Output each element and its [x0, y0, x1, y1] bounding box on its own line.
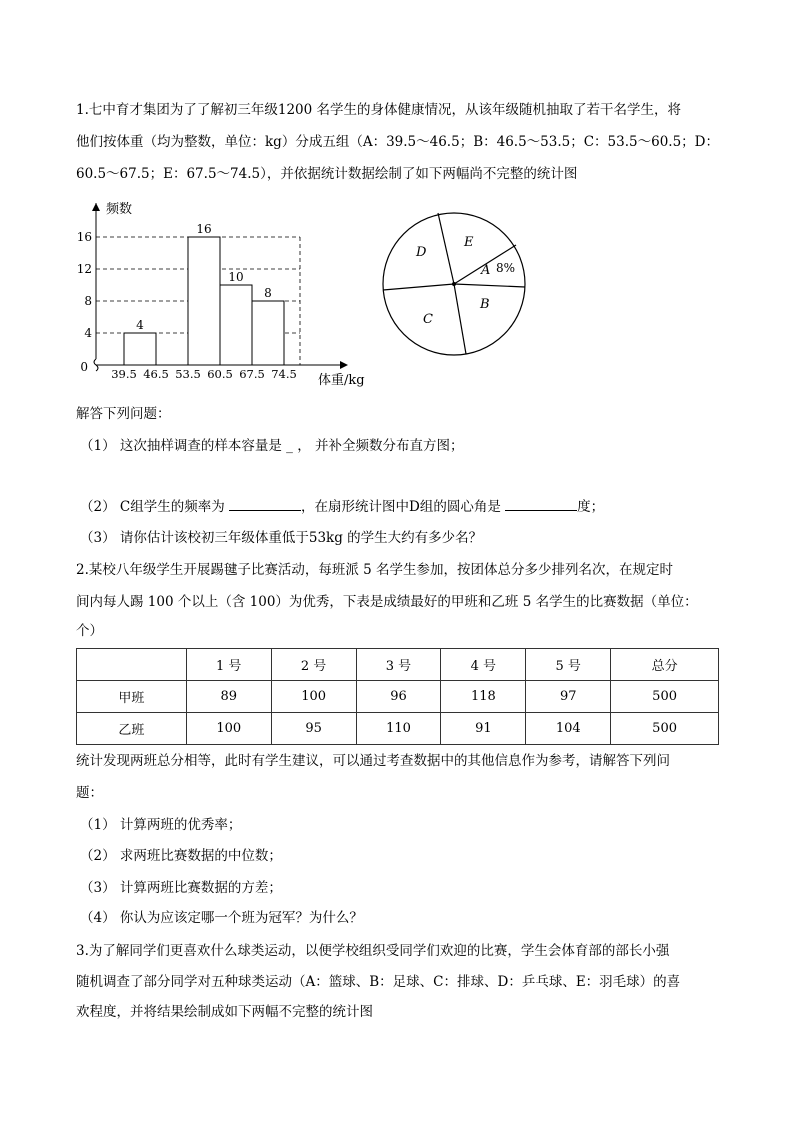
- q1-sub-3: （3） 请你估计该校初三年级体重低于53kg 的学生大约有多少名？: [80, 530, 483, 546]
- x-tick-label: 46.5: [143, 367, 169, 381]
- y-tick-label: 8: [84, 294, 92, 308]
- q3-line-3: 欢程度，并将结果绘制成如下两幅不完整的统计图: [76, 1004, 373, 1020]
- y-tick-label: 12: [76, 262, 92, 276]
- table-cell: 100: [271, 681, 356, 713]
- q2-sub-3: （3） 计算两班比赛数据的方差；: [80, 880, 282, 896]
- y-axis-title: 频数: [106, 202, 133, 217]
- pie-label-e: E: [464, 235, 474, 250]
- pie-center-dot: [452, 282, 456, 286]
- histogram-bar: [188, 237, 220, 365]
- q1-sub-1: （1） 这次抽样调查的样本容量是 _ ， 并补全频数分布直方图；: [80, 438, 464, 454]
- x-tick-label: 39.5: [111, 367, 137, 381]
- table-cell: 96: [356, 681, 441, 713]
- bar-data-label: 4: [136, 318, 144, 332]
- table-cell: 118: [441, 681, 526, 713]
- pie-label-c: C: [423, 312, 433, 327]
- table-cell: 100: [186, 713, 271, 745]
- table-cell: 甲班: [77, 681, 187, 713]
- table-header-cell: 3 号: [356, 649, 441, 681]
- q1-line-1: 1.七中育才集团为了了解初三年级1200 名学生的身体健康情况，从该年级随机抽取了若干名学生，将: [76, 102, 682, 118]
- q2-line-1: 2.某校八年级学生开展踢毽子比赛活动，每班派 5 名学生参加，按团体总分多少排列名次，在规定时: [76, 562, 674, 578]
- x-tick-label: 60.5: [207, 367, 233, 381]
- q1-sub-2-part-b: ，在扇形统计图中D组的圆心角是: [301, 499, 501, 515]
- y-tick-label: 16: [76, 230, 92, 244]
- x-tick-label: 74.5: [271, 367, 297, 381]
- answer-blank-c-frequency[interactable]: [229, 496, 301, 511]
- q1-line-2: 他们按体重（均为整数，单位：kg）分成五组（A：39.5～46.5；B：46.5～53.5；C：53.5～60.5；D：: [76, 134, 719, 150]
- x-axis-arrow: [340, 361, 348, 369]
- pie-label-a: A: [481, 263, 491, 278]
- y-axis-arrow: [92, 203, 100, 211]
- q2-line-3: 个）: [76, 623, 103, 639]
- pie-label-a-percent: 8%: [496, 261, 516, 275]
- q1-line-3: 60.5～67.5；E：67.5～74.5），并依据统计数据绘制了如下两幅尚不完整的统计图: [76, 166, 578, 182]
- table-header-cell: 2 号: [271, 649, 356, 681]
- pie-label-b: B: [480, 297, 490, 312]
- histogram-bar: [124, 333, 156, 365]
- table-cell: 95: [271, 713, 356, 745]
- table-cell: 乙班: [77, 713, 187, 745]
- table-header-cell: 4 号: [441, 649, 526, 681]
- score-table: [76, 648, 719, 745]
- q2-sub-4: （4） 你认为应该定哪一个班为冠军？为什么？: [80, 910, 363, 926]
- q1-sub-2-part-a: （2） C组学生的频率为: [80, 499, 225, 515]
- table-row: [77, 713, 719, 745]
- q2-sub-2: （2） 求两班比赛数据的中位数；: [80, 848, 282, 864]
- table-cell: 500: [611, 713, 719, 745]
- bar-data-label: 16: [196, 222, 212, 236]
- pie-label-d: D: [416, 245, 427, 260]
- sector-chart: [370, 200, 550, 380]
- q1-prompt: 解答下列问题：: [76, 406, 171, 422]
- histogram-bar: [220, 285, 252, 365]
- bar-data-label: 8: [264, 286, 272, 300]
- table-cell: 97: [526, 681, 611, 713]
- table-header-cell: 1 号: [186, 649, 271, 681]
- table-row: [77, 681, 719, 713]
- origin-label: 0: [80, 360, 88, 374]
- table-header-row: [77, 649, 719, 681]
- table-header-cell: 总分: [611, 649, 719, 681]
- q3-line-2: 随机调查了部分同学对五种球类运动（A：篮球、B：足球、C：排球、D：乒乓球、E：羽毛球）的喜: [76, 974, 681, 990]
- histogram-layer: [77, 201, 365, 388]
- x-tick-label: 67.5: [239, 367, 265, 381]
- q2-line-2: 间内每人踢 100 个以上（含 100）为优秀，下表是成绩最好的甲班和乙班 5 名学生的比赛数据（单位：: [76, 594, 698, 610]
- x-tick-label: 53.5: [175, 367, 201, 381]
- x-axis-title: 体重/kg: [318, 373, 365, 388]
- table-cell: 110: [356, 713, 441, 745]
- q2-sub-1: （1） 计算两班的优秀率；: [80, 817, 242, 833]
- q1-sub-2-part-c: 度；: [577, 499, 605, 515]
- q1-sub-2: [80, 496, 604, 517]
- y-tick-label: 4: [84, 326, 92, 340]
- answer-blank-d-angle[interactable]: [505, 496, 577, 511]
- table-header-cell: 5 号: [526, 649, 611, 681]
- q2-after-line-1: 统计发现两班总分相等，此时有学生建议，可以通过考查数据中的其他信息作为参考，请解答下列问: [76, 753, 670, 769]
- table-cell: 89: [186, 681, 271, 713]
- frequency-histogram: [70, 195, 370, 390]
- table-cell: 104: [526, 713, 611, 745]
- histogram-bar: [252, 301, 284, 365]
- table-cell: 91: [441, 713, 526, 745]
- q3-line-1: 3.为了解同学们更喜欢什么球类运动，以便学校组织受同学们欢迎的比赛，学生会体育部的部长小强: [76, 943, 670, 959]
- table-header-cell: [77, 649, 187, 681]
- bar-data-label: 10: [228, 270, 244, 284]
- table-cell: 500: [611, 681, 719, 713]
- q2-after-line-2: 题：: [76, 785, 103, 801]
